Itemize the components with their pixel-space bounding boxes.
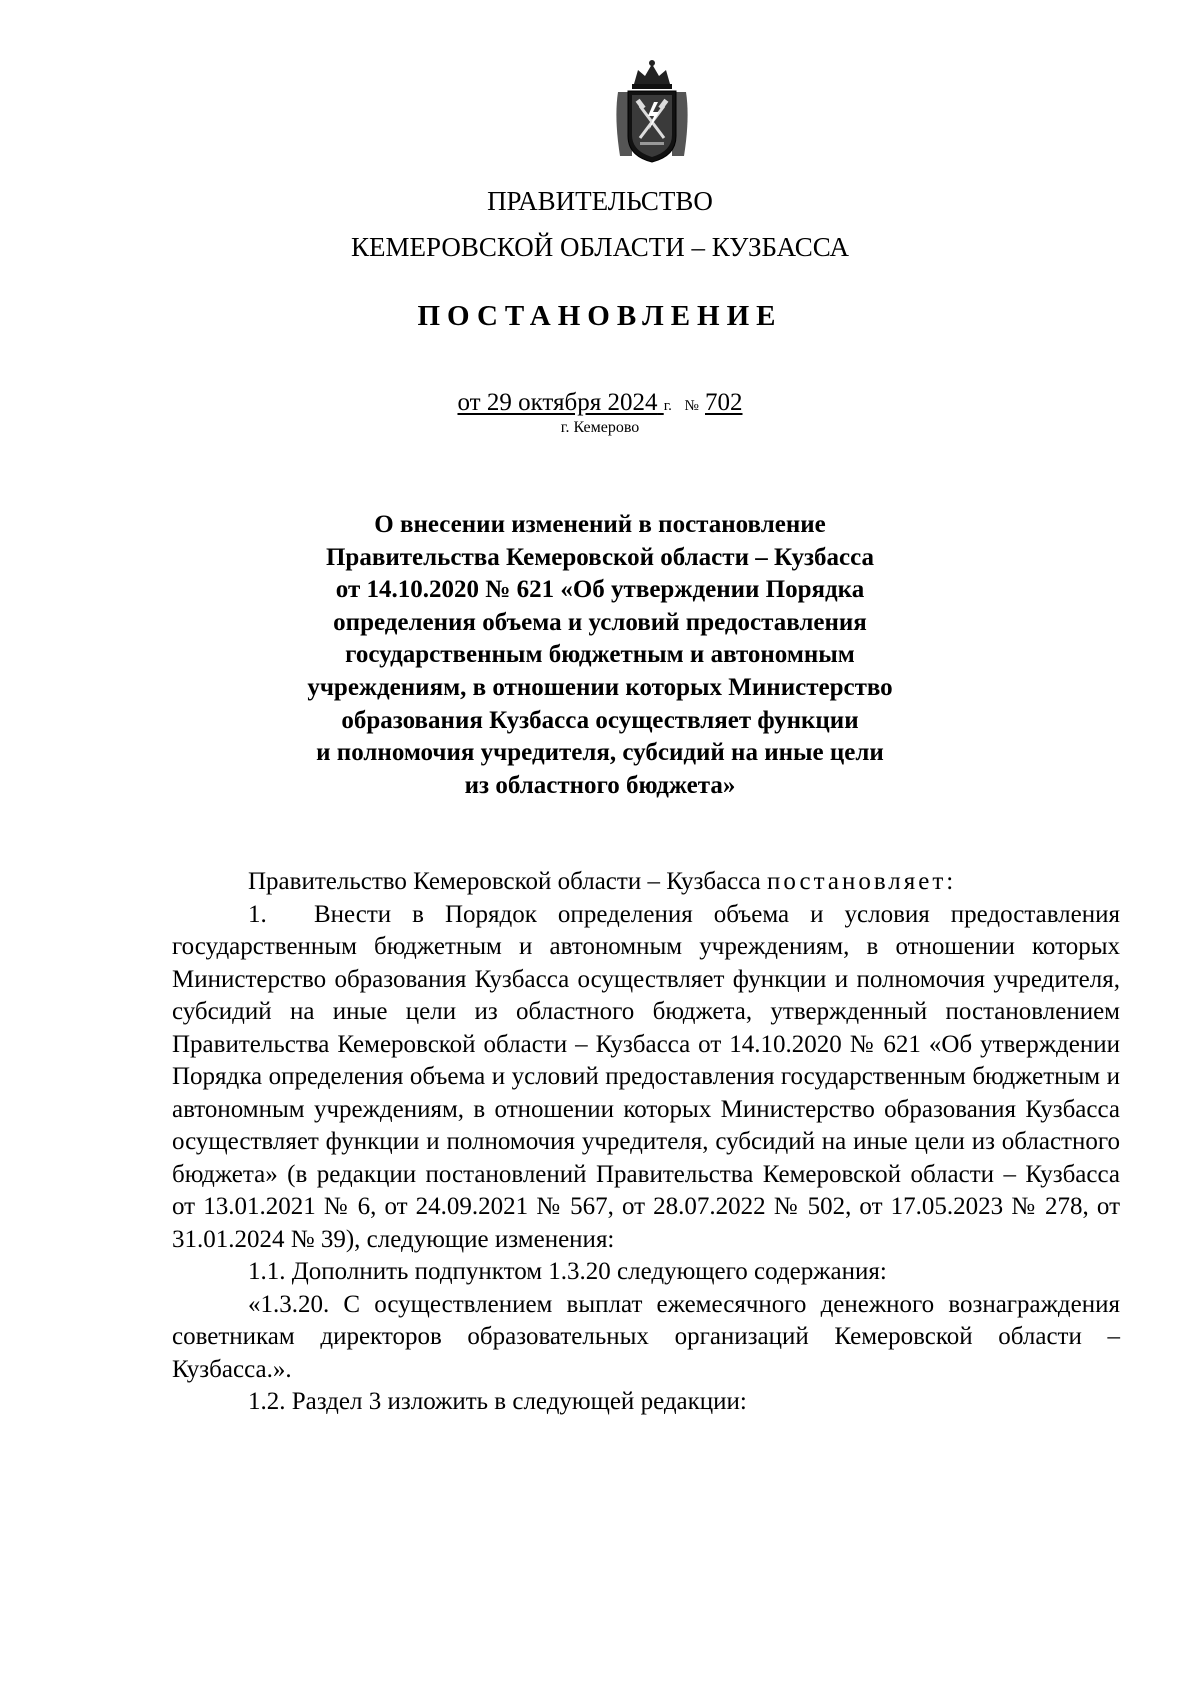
item-1-2-paragraph: 1.2. Раздел 3 изложить в следующей редакции: (248, 1388, 747, 1415)
title-line: определения объема и условий предоставления (333, 608, 867, 636)
document-type-heading: ПОСТАНОВЛЕНИЕ (417, 300, 783, 332)
title-line: учреждениям, в отношении которых Министерство (307, 673, 893, 701)
item-1-number: 1. (248, 900, 267, 928)
title-line: образования Кузбасса осуществляет функции (341, 706, 859, 734)
number-sign: № (684, 398, 699, 414)
title-line: Правительства Кемеровской области – Кузбасса (325, 543, 875, 571)
preamble-verb: постановляет: (767, 868, 957, 895)
government-name-line2: КЕМЕРОВСКОЙ ОБЛАСТИ – КУЗБАССА (351, 232, 849, 262)
document-date: от 29 октября 2024 (457, 389, 658, 416)
document-number: 702 (705, 389, 743, 416)
year-suffix: г. (663, 398, 672, 414)
preamble-subject: Правительство Кемеровской области – Кузбасса (248, 868, 761, 895)
document-date-number (0, 388, 1200, 421)
title-line: от 14.10.2020 № 621 «Об утверждении Порядка (335, 576, 865, 604)
title-line: из областного бюджета» (464, 771, 736, 799)
document-body (172, 866, 1120, 1419)
document-city: г. Кемерово (560, 419, 640, 436)
item-1-paragraph (172, 899, 1120, 1257)
item-1-3-20-paragraph: «1.3.20. С осуществлением выплат ежемесячного денежного вознаграждения советникам директоров образовательных организаций Кемеровской области – Кузбасса.». (172, 1290, 1120, 1383)
coat-of-arms-emblem (612, 58, 692, 166)
title-line: и полномочия учредителя, субсидий на иные цели (316, 739, 884, 767)
title-line: О внесении изменений в постановление (374, 511, 826, 538)
preamble-paragraph (172, 866, 1120, 899)
document-title (150, 509, 1050, 802)
item-1-1-paragraph: 1.1. Дополнить подпунктом 1.3.20 следующего содержания: (248, 1258, 887, 1285)
government-name-line1: ПРАВИТЕЛЬСТВО (487, 186, 713, 216)
item-1-text: Внести в Порядок определения объема и условия предоставления государственным бюджетным и автономным учреждениям, в отношении которых Министерство образования Кузбасса осуществляет функции и полномочия учредителя, субсидий на иные цели из областного бюджета, утвержденный постановлением Правительства Кемеровской области – Кузбасса от 14.10.2020 № 621 «Об утверждении Порядка определения объема и условий предоставления государственным бюджетным и автономным учреждениям, в отношении которых Министерство образования Кузбасса осуществляет функции и полномочия учредителя, субсидий на иные цели из областного бюджета» (в редакции постановлений Правительства Кемеровской области – Кузбасса от 13.01.2021 № 6, от 24.09.2021 № 567, от 28.07.2022 № 502, от 17.05.2023 № 278, от 31.01.2024 № 39), следующие изменения: (172, 900, 1120, 1253)
title-line: государственным бюджетным и автономным (345, 641, 855, 669)
